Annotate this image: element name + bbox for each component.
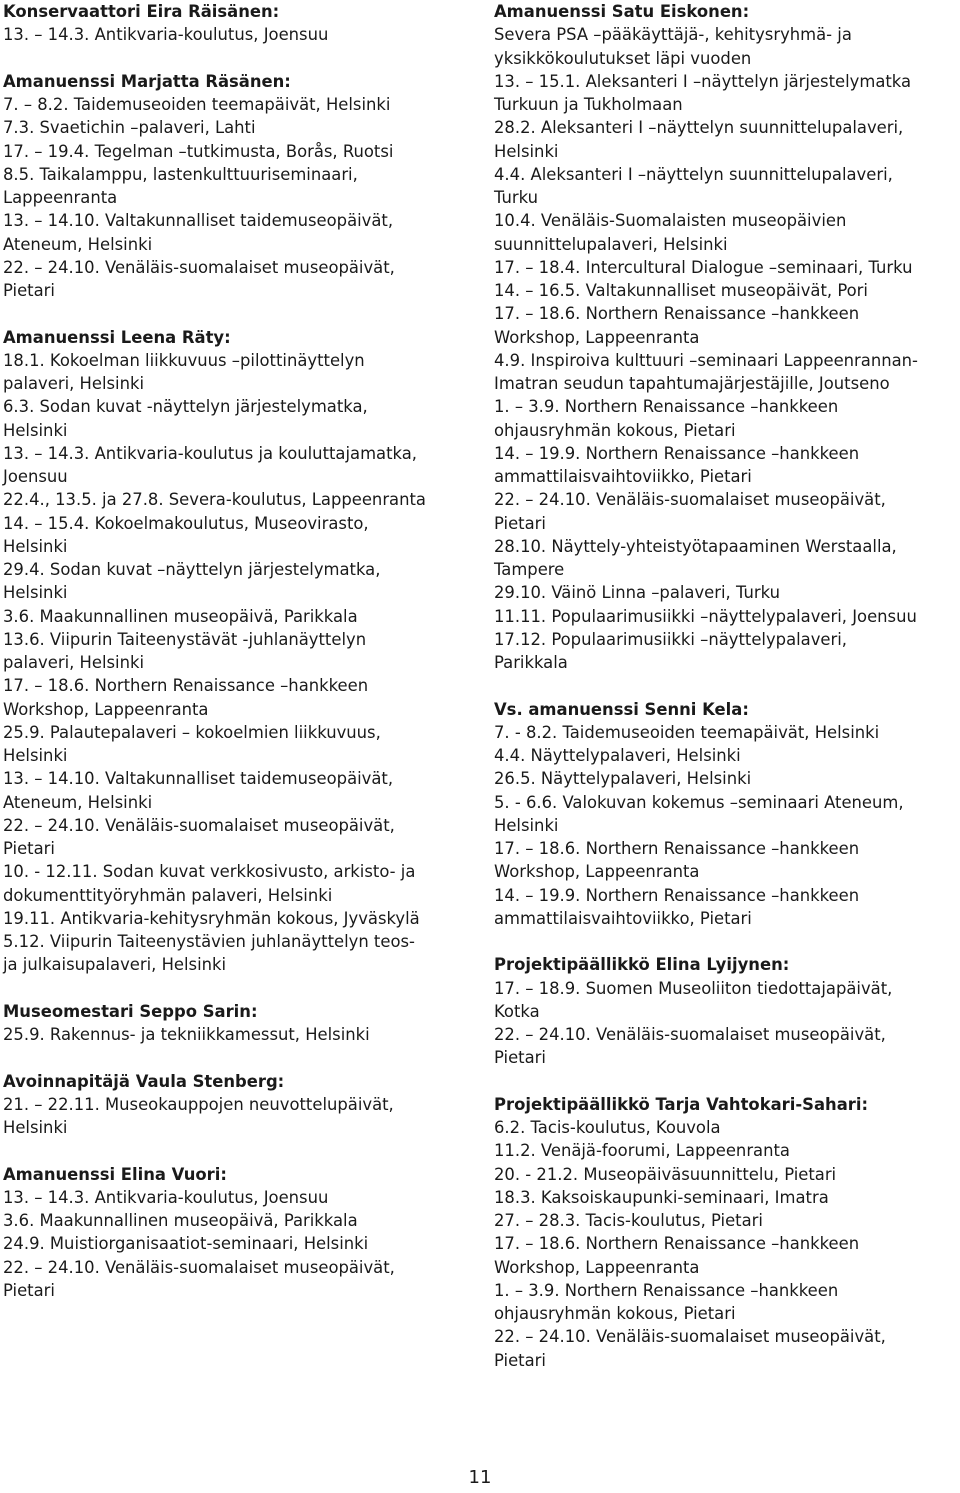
entry-line: Helsinki [494,815,559,835]
entry-line: Workshop, Lappeenranta [3,699,209,719]
entry-line: Severa PSA –pääkäyttäjä-, kehitysryhmä- ja [494,25,852,45]
entry-line: dokumenttityöryhmän palaveri, Helsinki [3,885,333,905]
entry-line: 22. – 24.10. Venäläis-suomalaiset museopäivät, [494,1327,886,1347]
entry-line: 17. – 18.9. Suomen Museoliiton tiedottajapäivät, [494,978,893,998]
entry-line: 5.12. Viipurin Taiteenystävien juhlanäyttelyn teos- [3,932,415,951]
section-heading: Museomestari Seppo Sarin: [3,1001,258,1021]
entry-line: 25.9. Palautepalaveri – kokoelmien liikkuvuus, [3,722,381,742]
entry-line: Parikkala [494,653,568,672]
entry-line: Helsinki [3,746,68,765]
entry-line: 8.5. Taikalamppu, lastenkulttuuriseminaari, [3,164,358,184]
entry-line: 14. – 19.9. Northern Renaissance –hankkeen [494,443,860,463]
entry-line: 22.4., 13.5. ja 27.8. Severa-koulutus, Lappeenranta [3,490,426,510]
entry-line: 3.6. Maakunnallinen museopäivä, Parikkala [3,606,358,626]
entry-line: ammattilaisvaihtoviikko, Pietari [494,467,752,486]
entry-line: 3.6. Maakunnallinen museopäivä, Parikkala [3,1211,358,1230]
entry-line: Turku [494,188,539,207]
entry-line: Workshop, Lappeenranta [494,862,700,882]
entry-line: 1. – 3.9. Northern Renaissance –hankkeen [494,397,839,417]
entry-line: 11.2. Venäjä-foorumi, Lappeenranta [494,1141,790,1161]
entry-line: Pietari [3,839,55,858]
section-amanuenssi-marjatta-räsänen [3,70,471,303]
section-amanuenssi-satu-eiskonen [494,0,960,674]
section-heading: Vs. amanuenssi Senni Kela: [494,699,749,719]
entry-line: 10.4. Venäläis-Suomalaisten museopäivien [494,211,847,231]
entry-line: Imatran seudun tapahtumajärjestäjille, Joutseno [494,374,890,393]
left-column [3,0,471,1302]
entry-line: 18.1. Kokoelman liikkuvuus –pilottinäyttelyn [3,350,365,370]
entry-line: 20. - 21.2. Museopäiväsuunnittelu, Pietari [494,1164,837,1184]
section-heading: Amanuenssi Leena Räty: [3,327,231,347]
entry-line: 27. – 28.3. Tacis-koulutus, Pietari [494,1211,763,1230]
entry-line: 4.9. Inspiroiva kulttuuri –seminaari Lappeenrannan- [494,350,918,370]
entry-line: Pietari [494,513,546,533]
section-heading: Projektipäällikkö Tarja Vahtokari-Sahari: [494,1094,869,1114]
entry-line: Workshop, Lappeenranta [494,1257,700,1277]
section-heading: Projektipäällikkö Elina Lyijynen: [494,955,790,975]
entry-line: 17.12. Populaarimusiikki –näyttelypalaveri, [494,629,847,649]
entry-line: suunnittelupalaveri, Helsinki [494,234,728,254]
entry-line: 13. – 14.10. Valtakunnalliset taidemuseopäivät, [3,211,394,231]
entry-line: Workshop, Lappeenranta [494,327,700,347]
entry-line: Tampere [494,560,565,579]
entry-line: 1. – 3.9. Northern Renaissance –hankkeen [494,1280,839,1300]
right-column [494,0,960,1372]
entry-line: 7.3. Svaetichin –palaveri, Lahti [3,118,256,138]
section-projektipäällikkö-tarja-vahtokari-sahari [494,1093,960,1372]
entry-line: 7. - 8.2. Taidemuseoiden teemapäivät, Helsinki [494,722,880,742]
entry-line: Turkuun ja Tukholmaan [494,95,683,114]
entry-line: Pietari [3,1280,55,1300]
entry-line: 13.6. Viipurin Taiteenystävät -juhlanäyttelyn [3,629,367,649]
entry-line: Ateneum, Helsinki [3,234,153,254]
entry-line: Pietari [494,1350,546,1370]
entry-line: 7. – 8.2. Taidemuseoiden teemapäivät, Helsinki [3,95,391,114]
entry-line: 13. – 14.3. Antikvaria-koulutus, Joensuu [3,25,329,45]
entry-line: 14. – 15.4. Kokoelmakoulutus, Museovirasto, [3,513,369,533]
entry-line: 29.10. Väinö Linna –palaveri, Turku [494,583,780,603]
entry-line: ohjausryhmän kokous, Pietari [494,420,736,440]
entry-line: 24.9. Muistiorganisaatiot-seminaari, Helsinki [3,1234,369,1254]
entry-line: ohjausryhmän kokous, Pietari [494,1304,736,1323]
entry-line: Pietari [3,281,55,300]
entry-line: ammattilaisvaihtoviikko, Pietari [494,908,752,928]
entry-line: 19.11. Antikvaria-kehitysryhmän kokous, Jyväskylä [3,908,420,928]
entry-line: Pietari [494,1048,546,1068]
section-heading: Amanuenssi Marjatta Räsänen: [3,71,291,91]
entry-line: 13. – 14.3. Antikvaria-koulutus ja kouluttajamatka, [3,443,417,463]
entry-line: Helsinki [3,420,68,440]
entry-line: 22. – 24.10. Venäläis-suomalaiset museopäivät, [3,1257,395,1277]
entry-line: Helsinki [3,536,68,556]
entry-line: 14. – 16.5. Valtakunnalliset museopäivät, Pori [494,281,868,300]
entry-line: palaveri, Helsinki [3,374,145,393]
entry-line: Ateneum, Helsinki [3,792,153,812]
entry-line: 28.10. Näyttely-yhteistyötapaaminen Werstaalla, [494,536,897,556]
section-heading: Amanuenssi Elina Vuori: [3,1164,227,1184]
section-vs-amanuenssi-senni-kela [494,698,960,931]
entry-line: 22. – 24.10. Venäläis-suomalaiset museopäivät, [494,1025,886,1044]
section-heading: Konservaattori Eira Räisänen: [3,2,280,21]
entry-line: 22. – 24.10. Venäläis-suomalaiset museopäivät, [3,815,395,835]
entry-line: 21. – 22.11. Museokauppojen neuvottelupäivät, [3,1094,394,1114]
entry-line: 13. – 14.10. Valtakunnalliset taidemuseopäivät, [3,769,394,789]
entry-line: Lappeenranta [3,188,118,207]
entry-line: 25.9. Rakennus- ja tekniikkamessut, Helsinki [3,1025,370,1044]
entry-line: 17. – 18.6. Northern Renaissance –hankkeen [3,676,369,696]
entry-line: 18.3. Kaksoiskaupunki-seminaari, Imatra [494,1187,829,1207]
entry-line: 29.4. Sodan kuvat –näyttelyn järjestelymatka, [3,560,381,579]
entry-line: 14. – 19.9. Northern Renaissance –hankkeen [494,885,860,905]
entry-line: Helsinki [3,583,68,603]
entry-line: 11.11. Populaarimusiikki –näyttelypalaveri, Joensuu [494,606,917,626]
entry-line: 17. – 18.6. Northern Renaissance –hankkeen [494,1234,860,1254]
section-amanuenssi-leena-räty [3,326,471,977]
entry-line: Helsinki [494,141,559,161]
entry-line: 22. – 24.10. Venäläis-suomalaiset museopäivät, [3,257,395,277]
entry-line: 17. – 18.4. Intercultural Dialogue –seminaari, Turku [494,257,913,277]
entry-line: 4.4. Näyttelypalaveri, Helsinki [494,746,741,765]
entry-line: Joensuu [3,467,68,486]
section-museomestari-seppo-sarin [3,1000,471,1047]
entry-line: 26.5. Näyttelypalaveri, Helsinki [494,769,752,789]
entry-line: 4.4. Aleksanteri I –näyttelyn suunnittelupalaveri, [494,164,893,184]
section-avoinnapitäjä-vaula-stenberg [3,1070,471,1140]
entry-line: 22. – 24.10. Venäläis-suomalaiset museopäivät, [494,490,886,510]
entry-line: 17. – 18.6. Northern Renaissance –hankkeen [494,304,860,324]
entry-line: 13. – 15.1. Aleksanteri I –näyttelyn järjestelymatka [494,71,912,91]
page-number: 11 [468,1467,492,1488]
entry-line: 5. - 6.6. Valokuvan kokemus –seminaari Ateneum, [494,792,904,812]
section-projektipäällikkö-elina-lyijynen [494,953,960,1069]
entry-line: Kotka [494,1001,540,1021]
entry-line: Helsinki [3,1118,68,1137]
entry-line: 17. – 18.6. Northern Renaissance –hankkeen [494,839,860,858]
entry-line: ja julkaisupalaveri, Helsinki [3,955,227,975]
entry-line: 17. – 19.4. Tegelman –tutkimusta, Borås, Ruotsi [3,141,394,161]
section-amanuenssi-elina-vuori [3,1163,471,1303]
section-heading: Avoinnapitäjä Vaula Stenberg: [3,1071,285,1091]
entry-line: palaveri, Helsinki [3,653,145,672]
entry-line: 6.3. Sodan kuvat -näyttelyn järjestelymatka, [3,397,368,417]
entry-line: 10. - 12.11. Sodan kuvat verkkosivusto, arkisto- ja [3,862,416,882]
entry-line: 28.2. Aleksanteri I –näyttelyn suunnittelupalaveri, [494,118,904,138]
entry-line: 13. – 14.3. Antikvaria-koulutus, Joensuu [3,1187,329,1207]
entry-line: 6.2. Tacis-koulutus, Kouvola [494,1118,721,1137]
section-heading: Amanuenssi Satu Eiskonen: [494,2,750,21]
entry-line: yksikkökoulutukset läpi vuoden [494,48,752,68]
section-konservaattori-eira-räisänen [3,0,471,47]
